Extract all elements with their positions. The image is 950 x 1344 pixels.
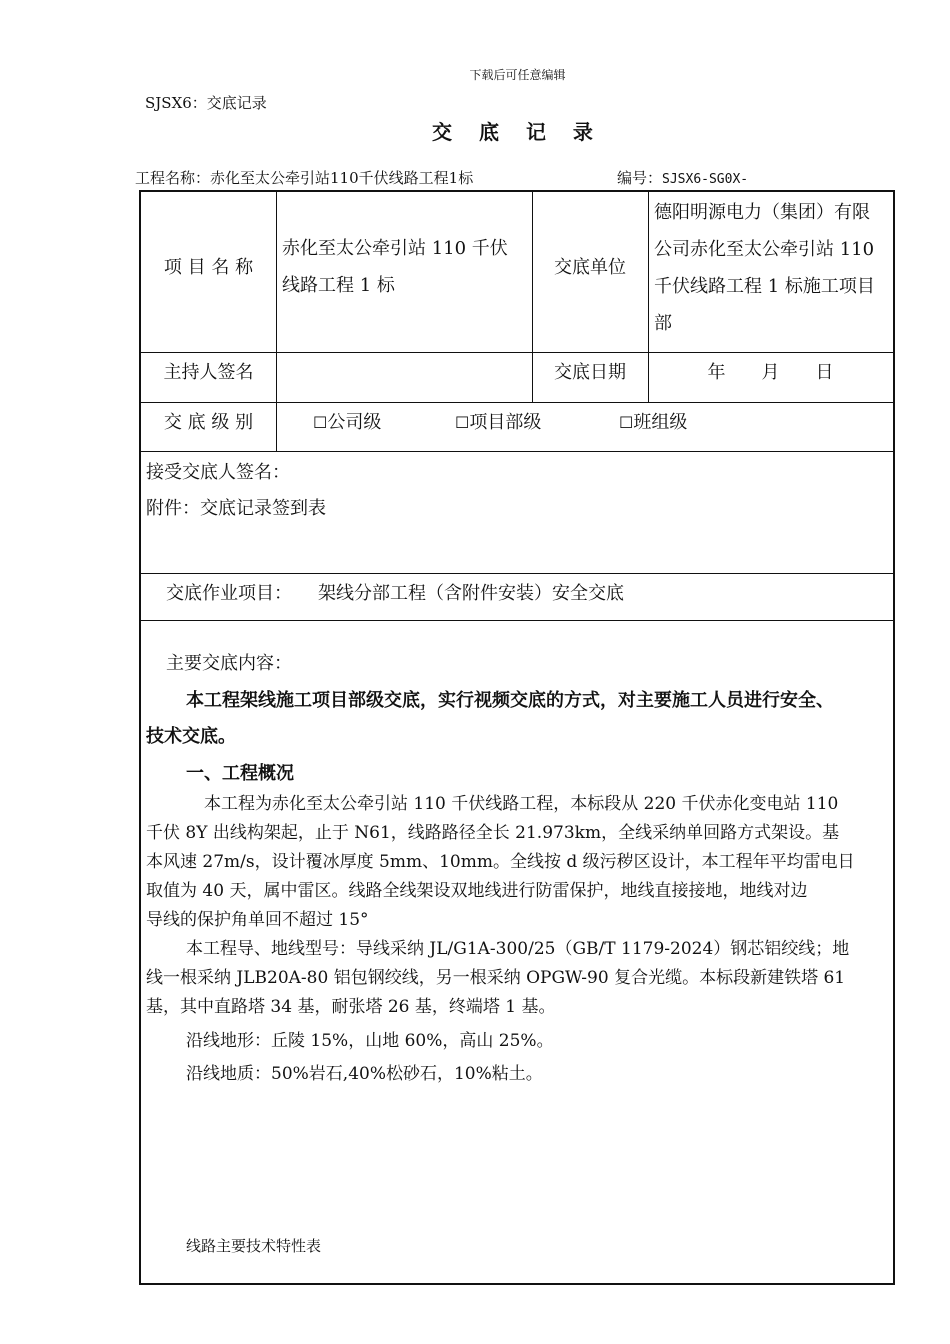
table-caption: 线路主要技术特性表	[186, 1237, 322, 1255]
terrain-line: 沿线地形：丘陵 15%，山地 60%，高山 25%。	[186, 1031, 554, 1051]
paragraph-line: 本工程导、地线型号：导线采纳 JL/G1A-300/25（GB/T 1179-2024）钢芯铝绞线；地	[186, 939, 850, 959]
document-title: 交 底 记 录	[432, 120, 603, 144]
level-option-label: 班组级	[633, 412, 688, 433]
level-option-project-dept[interactable]	[455, 404, 541, 441]
checkbox-icon[interactable]: ☐	[313, 413, 328, 432]
paragraph-line: 本风速 27m/s，设计覆冰厚度 5mm、10mm。全线按 d 级污秽区设计，本工程年平均雷电日	[146, 852, 855, 872]
col-divider	[276, 402, 277, 451]
row-divider	[141, 573, 893, 574]
paragraph-line: 基，其中直路塔 34 基，耐张塔 26 基，终端塔 1 基。	[146, 997, 556, 1017]
project-line-label: 工程名称：	[135, 169, 211, 187]
unit-value-line: 部	[654, 313, 672, 334]
col-divider	[276, 192, 277, 402]
host-signature-label: 主持人签名	[163, 362, 254, 383]
form-code: SJSX6：交底记录	[145, 94, 267, 112]
paragraph-line: 导线的保护角单回不超过 15°	[146, 910, 369, 930]
project-line	[135, 167, 473, 188]
main-content-label: 主要交底内容：	[166, 653, 292, 674]
geology-line: 沿线地质：50%岩石,40%松砂石，10%粘土。	[186, 1064, 543, 1084]
number-line	[617, 167, 748, 188]
checkbox-icon[interactable]: ☐	[619, 413, 634, 432]
work-item-value: 架线分部工程（含附件安装）安全交底	[318, 583, 624, 604]
intro-bold-line: 本工程架线施工项目部级交底，实行视频交底的方式，对主要施工人员进行安全、	[186, 690, 834, 711]
row-divider	[141, 352, 893, 353]
checkbox-icon[interactable]: ☐	[455, 413, 470, 432]
paragraph-line: 千伏 8Y 出线构架起，止于 N61，线路路径全长 21.973km，全线采纳单回路方式架设。基	[146, 823, 840, 843]
row-divider	[141, 451, 893, 452]
number-value: SJSX6-SG0X-	[662, 172, 749, 187]
project-line-value: 赤化至太公牵引站110千伏线路工程1标	[210, 169, 474, 187]
header-note: 下载后可任意编辑	[469, 68, 566, 82]
receiver-signature-label: 接受交底人签名：	[146, 462, 290, 483]
date-field[interactable]: 年 月 日	[707, 362, 834, 383]
level-option-team[interactable]	[619, 404, 687, 441]
intro-bold-line: 技术交底。	[146, 726, 236, 747]
unit-value-line: 公司赤化至太公牵引站 110	[654, 239, 875, 260]
date-label: 交底日期	[554, 362, 626, 383]
unit-label: 交底单位	[554, 257, 626, 278]
unit-value-line: 千伏线路工程 1 标施工项目	[654, 276, 875, 297]
attachment-label: 附件：交底记录签到表	[146, 498, 326, 519]
work-item-label: 交底作业项目：	[166, 583, 292, 604]
record-table	[139, 190, 895, 1285]
level-option-label: 项目部级	[469, 412, 542, 433]
paragraph-line: 线一根采纳 JLB20A-80 铝包钢绞线，另一根采纳 OPGW-90 复合光缆。本标段新建铁塔 61	[146, 968, 846, 988]
project-name-label: 项 目 名 称	[163, 257, 254, 278]
project-name-value-line1: 赤化至太公牵引站 110 千伏	[282, 238, 508, 259]
row-divider	[141, 620, 893, 621]
level-label: 交 底 级 别	[163, 412, 254, 433]
unit-value-line: 德阳明源电力（集团）有限	[654, 202, 870, 223]
paragraph-line: 本工程为赤化至太公牵引站 110 千伏线路工程，本标段从 220 千伏赤化变电站 110	[204, 794, 839, 814]
level-option-company[interactable]	[313, 404, 381, 441]
project-name-value-line2: 线路工程 1 标	[282, 275, 395, 296]
paragraph-line: 取值为 40 天，属中雷区。线路全线架设双地线进行防雷保护，地线直接接地，地线对边	[146, 881, 808, 901]
number-label: 编号：	[617, 169, 663, 187]
row-divider	[141, 402, 893, 403]
level-option-label: 公司级	[327, 412, 382, 433]
section-title: 一、工程概况	[186, 763, 294, 784]
